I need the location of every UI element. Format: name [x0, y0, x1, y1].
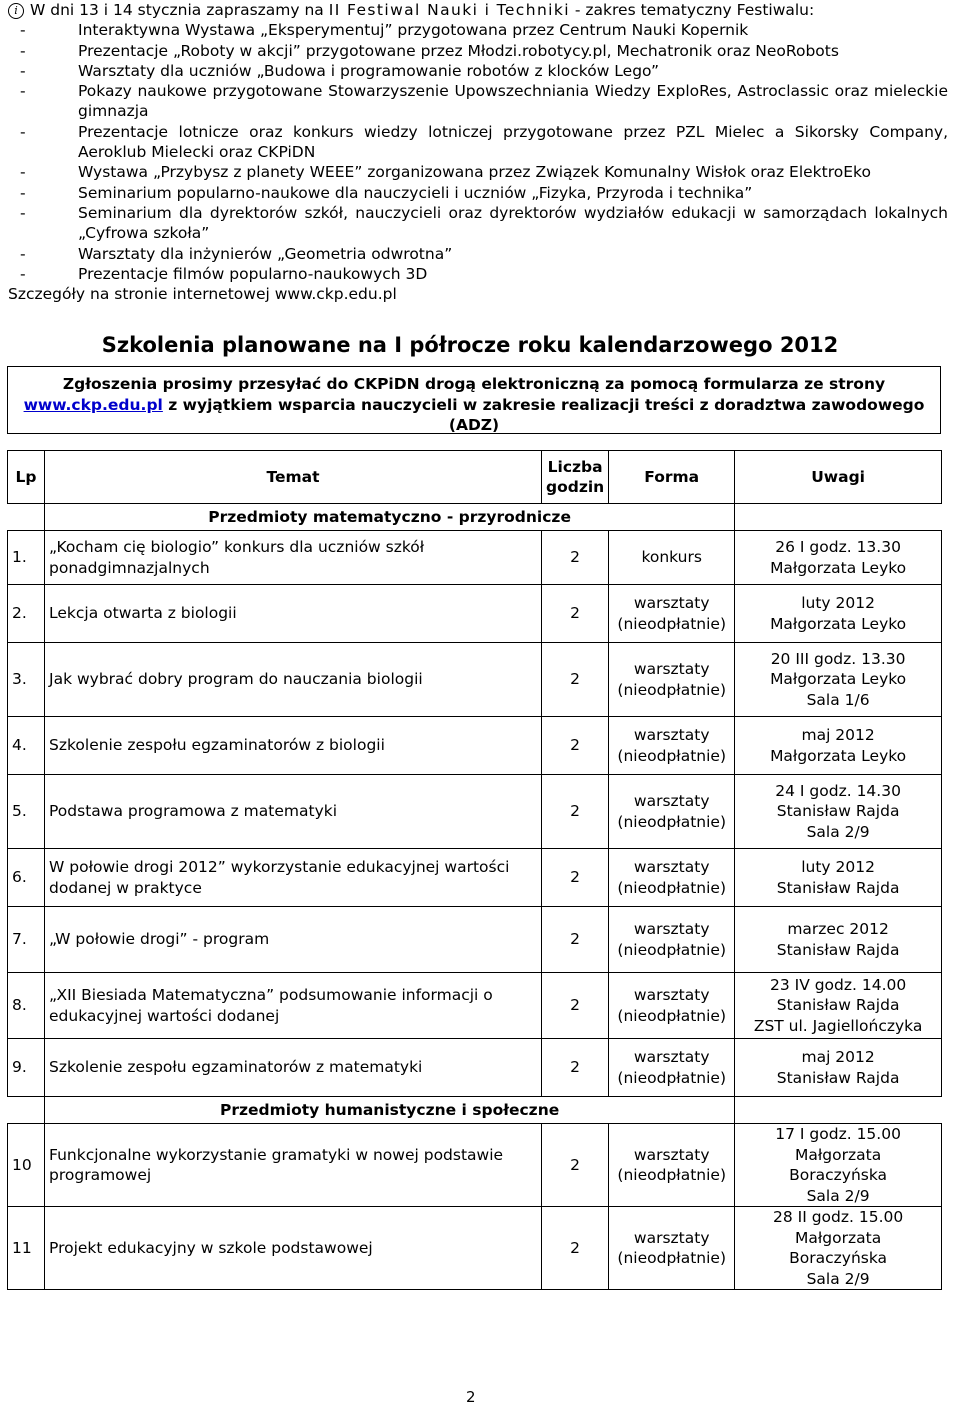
row-hours: 2: [542, 849, 609, 907]
row-hours: 2: [542, 1207, 609, 1290]
section-math-science: Przedmioty matematyczno - przyrodnicze: [45, 504, 735, 531]
notice-line-2: z wyjątkiem wsparcia nauczycieli w zakresie realizacji treści z doradztwa zawodowego (ADZ): [162, 395, 925, 434]
list-item: - Prezentacje filmów popularno-naukowych 3D: [20, 264, 428, 283]
registration-notice: [7, 366, 941, 434]
header-hours: Liczba godzin: [542, 451, 609, 504]
table-header-row: [8, 451, 942, 504]
row-topic: Projekt edukacyjny w szkole podstawowej: [45, 1207, 542, 1290]
row-form: warsztaty (nieodpłatnie): [609, 1124, 735, 1207]
table-row: [8, 973, 942, 1039]
row-notes: 23 IV godz. 14.00 Stanisław Rajda ZST ul. Jagiellończyka: [735, 973, 942, 1039]
row-notes: 26 I godz. 13.30 Małgorzata Leyko: [735, 531, 942, 585]
festival-topics-list: [8, 20, 948, 284]
section-row: [8, 504, 942, 531]
row-form: warsztaty (nieodpłatnie): [609, 907, 735, 973]
page-number: 2: [466, 1388, 476, 1406]
row-hours: 2: [542, 717, 609, 775]
row-notes: 24 I godz. 14.30 Stanisław Rajda Sala 2/9: [735, 775, 942, 849]
row-form: warsztaty (nieodpłatnie): [609, 973, 735, 1039]
row-notes: maj 2012 Małgorzata Leyko: [735, 717, 942, 775]
lead-text-c: - zakres tematyczny Festiwalu:: [569, 1, 815, 19]
list-item: - Wystawa „Przybysz z planety WEEE” zorganizowana przez Związek Komunalny Wisłok oraz ElektroEko: [20, 163, 871, 182]
row-lp: 8.: [8, 973, 45, 1039]
list-item: - Interaktywna Wystawa „Eksperymentuj” przygotowana przez Centrum Nauki Kopernik: [20, 21, 749, 40]
table-row: [8, 1039, 942, 1097]
header-notes: Uwagi: [735, 451, 942, 504]
row-lp: 9.: [8, 1039, 45, 1097]
row-notes: luty 2012 Małgorzata Leyko: [735, 585, 942, 643]
table-row: [8, 907, 942, 973]
header-lp: Lp: [8, 451, 45, 504]
row-notes: luty 2012 Stanisław Rajda: [735, 849, 942, 907]
row-topic: W połowie drogi 2012” wykorzystanie edukacyjnej wartości dodanej w praktyce: [45, 849, 542, 907]
row-topic: Jak wybrać dobry program do nauczania biologii: [45, 643, 542, 717]
row-topic: Funkcjonalne wykorzystanie gramatyki w nowej podstawie programowej: [45, 1124, 542, 1207]
row-topic: „Kocham cię biologio” konkurs dla uczniów szkół ponadgimnazjalnych: [45, 531, 542, 585]
list-item: - Prezentacje lotnicze oraz konkurs wiedzy lotniczej przygotowane przez PZL Mielec a Sikorsky Company, Aeroklub Mielecki oraz CKPiDN: [20, 122, 948, 162]
row-hours: 2: [542, 1039, 609, 1097]
festival-announcement: [8, 0, 948, 304]
row-lp: 1.: [8, 531, 45, 585]
row-topic: Lekcja otwarta z biologii: [45, 585, 542, 643]
header-form: Forma: [609, 451, 735, 504]
list-item: - Pokazy naukowe przygotowane Stowarzyszenie Upowszechniania Wiedzy ExploRes, Astroclassic oraz mieleckie gimnazja: [20, 82, 948, 121]
row-form: warsztaty (nieodpłatnie): [609, 643, 735, 717]
row-lp: 2.: [8, 585, 45, 643]
row-topic: Podstawa programowa z matematyki: [45, 775, 542, 849]
row-hours: 2: [542, 643, 609, 717]
row-lp: 4.: [8, 717, 45, 775]
row-notes: marzec 2012 Stanisław Rajda: [735, 907, 942, 973]
list-item: - Seminarium popularno-naukowe dla nauczycieli i uczniów „Fizyka, Przyroda i technika”: [20, 183, 753, 202]
row-hours: 2: [542, 907, 609, 973]
row-notes: maj 2012 Stanisław Rajda: [735, 1039, 942, 1097]
table-row: [8, 775, 942, 849]
row-hours: 2: [542, 775, 609, 849]
list-item: - Seminarium dla dyrektorów szkół, nauczycieli oraz dyrektorów wydziałów edukacji w samorządach lokalnych „Cyfrowa szkoła”: [20, 203, 948, 243]
row-lp: 11: [8, 1207, 45, 1290]
row-notes: 20 III godz. 13.30 Małgorzata Leyko Sala 1/6: [735, 643, 942, 717]
table-row: [8, 585, 942, 643]
row-hours: 2: [542, 531, 609, 585]
row-hours: 2: [542, 585, 609, 643]
row-form: warsztaty (nieodpłatnie): [609, 717, 735, 775]
row-hours: 2: [542, 1124, 609, 1207]
row-notes: 17 I godz. 15.00 Małgorzata Boraczyńska Sala 2/9: [735, 1124, 942, 1207]
table-row: [8, 643, 942, 717]
header-topic: Temat: [45, 451, 542, 504]
table-row: [8, 717, 942, 775]
row-form: warsztaty (nieodpłatnie): [609, 1207, 735, 1290]
training-schedule-table: [7, 450, 942, 1290]
list-item: - Warsztaty dla inżynierów „Geometria odwrotna”: [20, 244, 453, 263]
list-item: - Warsztaty dla uczniów „Budowa i programowanie robotów z klocków Lego”: [20, 61, 660, 80]
table-row: [8, 1124, 942, 1207]
row-notes: 28 II godz. 15.00 Małgorzata Boraczyńska Sala 2/9: [735, 1207, 942, 1290]
page-title: Szkolenia planowane na I półrocze roku kalendarzowego 2012: [101, 333, 839, 357]
table-row: [8, 531, 942, 585]
info-icon: i: [8, 3, 24, 19]
row-form: warsztaty (nieodpłatnie): [609, 775, 735, 849]
row-form: warsztaty (nieodpłatnie): [609, 849, 735, 907]
list-item: - Prezentacje „Roboty w akcji” przygotowane przez Młodzi.robotycy.pl, Mechatronik oraz NeoRobots: [20, 41, 839, 60]
row-topic: Szkolenie zespołu egzaminatorów z biologii: [45, 717, 542, 775]
details-link-text: Szczegóły na stronie internetowej www.ckp.edu.pl: [8, 285, 397, 304]
row-lp: 10: [8, 1124, 45, 1207]
table-row: [8, 849, 942, 907]
lead-text-a: W dni 13 i 14 stycznia zapraszamy na: [30, 1, 329, 19]
row-form: warsztaty (nieodpłatnie): [609, 585, 735, 643]
row-lp: 5.: [8, 775, 45, 849]
row-topic: „XII Biesiada Matematyczna” podsumowanie informacji o edukacyjnej wartości dodanej: [45, 973, 542, 1039]
row-lp: 7.: [8, 907, 45, 973]
ckp-website-link[interactable]: www.ckp.edu.pl: [23, 395, 163, 414]
section-humanities: Przedmioty humanistyczne i społeczne: [45, 1097, 735, 1124]
row-topic: Szkolenie zespołu egzaminatorów z matematyki: [45, 1039, 542, 1097]
row-topic: „W połowie drogi” - program: [45, 907, 542, 973]
row-form: konkurs: [609, 531, 735, 585]
row-form: warsztaty (nieodpłatnie): [609, 1039, 735, 1097]
row-lp: 6.: [8, 849, 45, 907]
row-hours: 2: [542, 973, 609, 1039]
section-row: [8, 1097, 942, 1124]
festival-lead: [8, 0, 948, 20]
row-lp: 3.: [8, 643, 45, 717]
table-row: [8, 1207, 942, 1290]
festival-name: II Festiwal Nauki i Techniki: [328, 1, 570, 19]
notice-line-1: Zgłoszenia prosimy przesyłać do CKPiDN drogą elektroniczną za pomocą formularza ze strony: [62, 375, 886, 393]
